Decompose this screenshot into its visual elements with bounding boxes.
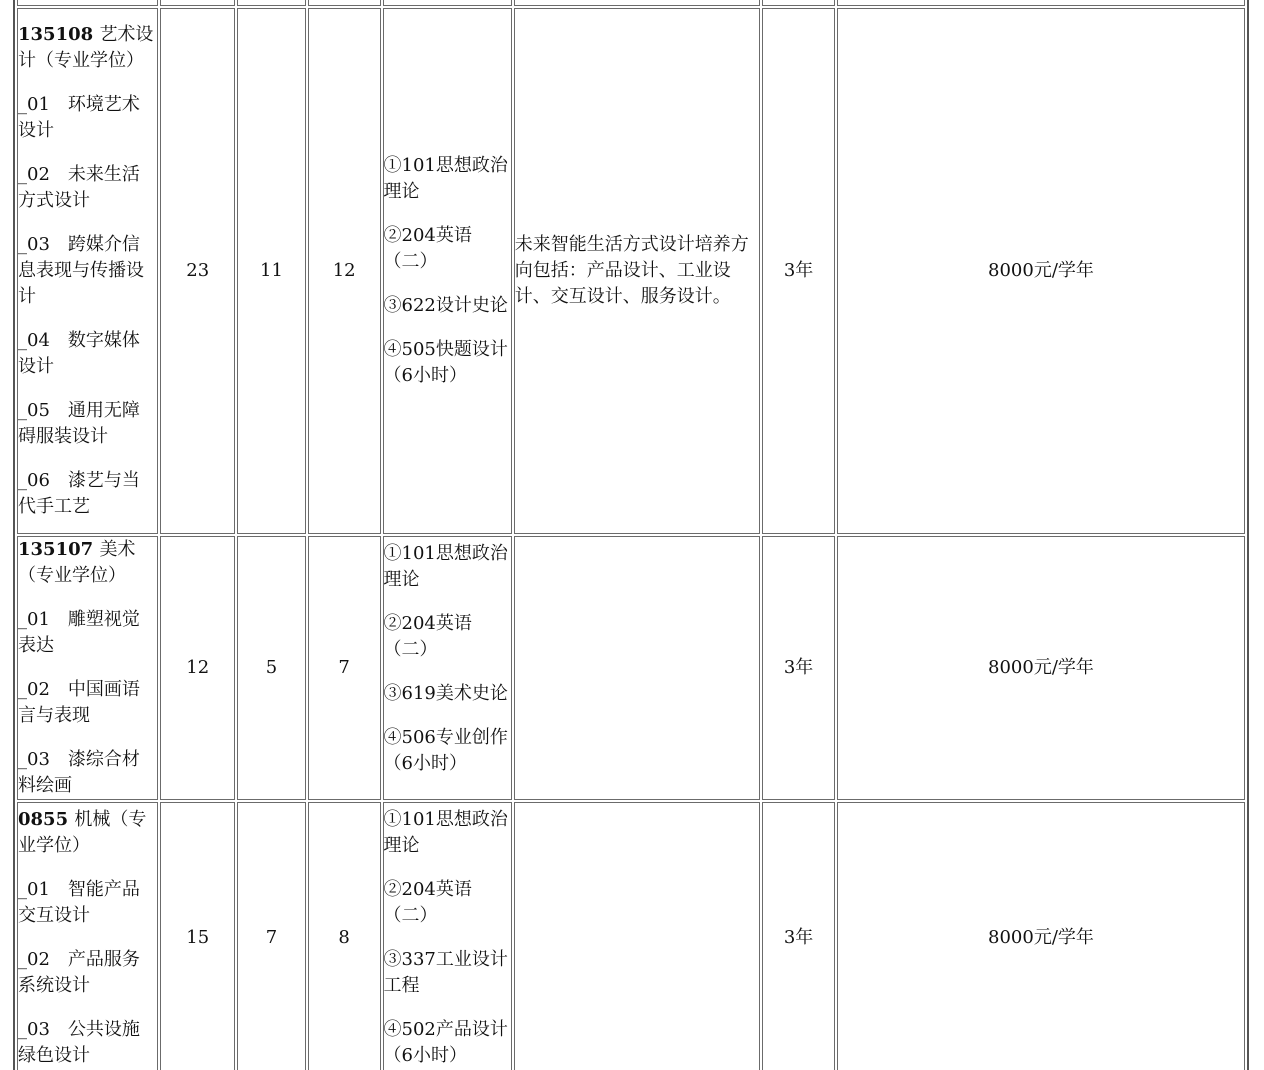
remarks bbox=[514, 802, 760, 1070]
total-count: 23 bbox=[160, 8, 235, 534]
admissions-table bbox=[13, 0, 1249, 1070]
major-name: 机械（专业学位） bbox=[18, 808, 147, 856]
major-name: 美术（专业学位） bbox=[18, 539, 136, 586]
direction-item: _03 公共设施绿色设计 bbox=[18, 1018, 140, 1066]
exam-item: ③619美术史论 bbox=[383, 683, 508, 704]
exam-item: ④506专业创作（6小时） bbox=[383, 727, 508, 774]
study-years: 3年 bbox=[762, 536, 835, 800]
study-years: 3年 bbox=[762, 8, 835, 534]
count-column-2: 5 bbox=[237, 536, 306, 800]
direction-item: _02 未来生活方式设计 bbox=[18, 164, 140, 211]
major-heading bbox=[18, 807, 157, 859]
direction-item: _03 漆综合材料绘画 bbox=[18, 749, 140, 796]
major-code: 0855 bbox=[18, 808, 69, 830]
tuition-fee: 8000元/学年 bbox=[837, 802, 1245, 1070]
direction-item: _02 中国画语言与表现 bbox=[18, 679, 140, 726]
exam-item: ②204英语（二） bbox=[383, 613, 472, 660]
exam-item: ③622设计史论 bbox=[383, 295, 508, 316]
remarks: 未来智能生活方式设计培养方向包括：产品设计、工业设计、交互设计、服务设计。 bbox=[514, 8, 760, 534]
exam-item: ①101思想政治理论 bbox=[383, 809, 508, 856]
remarks bbox=[514, 536, 760, 800]
count-column-3: 12 bbox=[308, 8, 381, 534]
exam-item: ④505快题设计（6小时） bbox=[383, 339, 508, 386]
previous-row-edge bbox=[17, 0, 1245, 6]
major-code: 135108 bbox=[18, 24, 94, 45]
direction-item: _05 通用无障碍服装设计 bbox=[18, 400, 140, 447]
major-cell bbox=[17, 536, 158, 800]
total-count: 15 bbox=[160, 802, 235, 1070]
exam-item: ①101思想政治理论 bbox=[383, 155, 508, 202]
major-name: 艺术设计（专业学位） bbox=[18, 24, 154, 71]
major-heading bbox=[18, 22, 157, 74]
direction-item: _02 产品服务系统设计 bbox=[18, 948, 140, 996]
major-cell bbox=[17, 802, 158, 1070]
exam-subjects bbox=[383, 536, 512, 800]
exam-item: ③337工业设计工程 bbox=[383, 949, 508, 996]
direction-item: _01 环境艺术设计 bbox=[18, 94, 140, 141]
direction-item: _03 跨媒介信息表现与传播设计 bbox=[18, 234, 144, 307]
table-row bbox=[17, 802, 1245, 1070]
count-column-2: 7 bbox=[237, 802, 306, 1070]
table-row bbox=[17, 536, 1245, 800]
direction-item: _01 智能产品交互设计 bbox=[18, 878, 140, 926]
exam-item: ①101思想政治理论 bbox=[383, 543, 508, 590]
direction-item: _06 漆艺与当代手工艺 bbox=[18, 470, 140, 517]
total-count: 12 bbox=[160, 536, 235, 800]
exam-item: ②204英语（二） bbox=[383, 879, 472, 926]
exam-subjects bbox=[383, 8, 512, 534]
exam-item: ②204英语（二） bbox=[383, 225, 472, 272]
tuition-fee: 8000元/学年 bbox=[837, 8, 1245, 534]
exam-subjects bbox=[383, 802, 512, 1070]
study-years: 3年 bbox=[762, 802, 835, 1070]
exam-item: ④502产品设计（6小时） bbox=[383, 1019, 508, 1066]
tuition-fee: 8000元/学年 bbox=[837, 536, 1245, 800]
major-heading bbox=[18, 537, 157, 589]
count-column-3: 7 bbox=[308, 536, 381, 800]
count-column-3: 8 bbox=[308, 802, 381, 1070]
direction-item: _04 数字媒体设计 bbox=[18, 330, 140, 377]
major-code: 135107 bbox=[18, 539, 94, 560]
table-row bbox=[17, 8, 1245, 534]
count-column-2: 11 bbox=[237, 8, 306, 534]
major-cell bbox=[17, 8, 158, 534]
direction-item: _01 雕塑视觉表达 bbox=[18, 609, 140, 656]
